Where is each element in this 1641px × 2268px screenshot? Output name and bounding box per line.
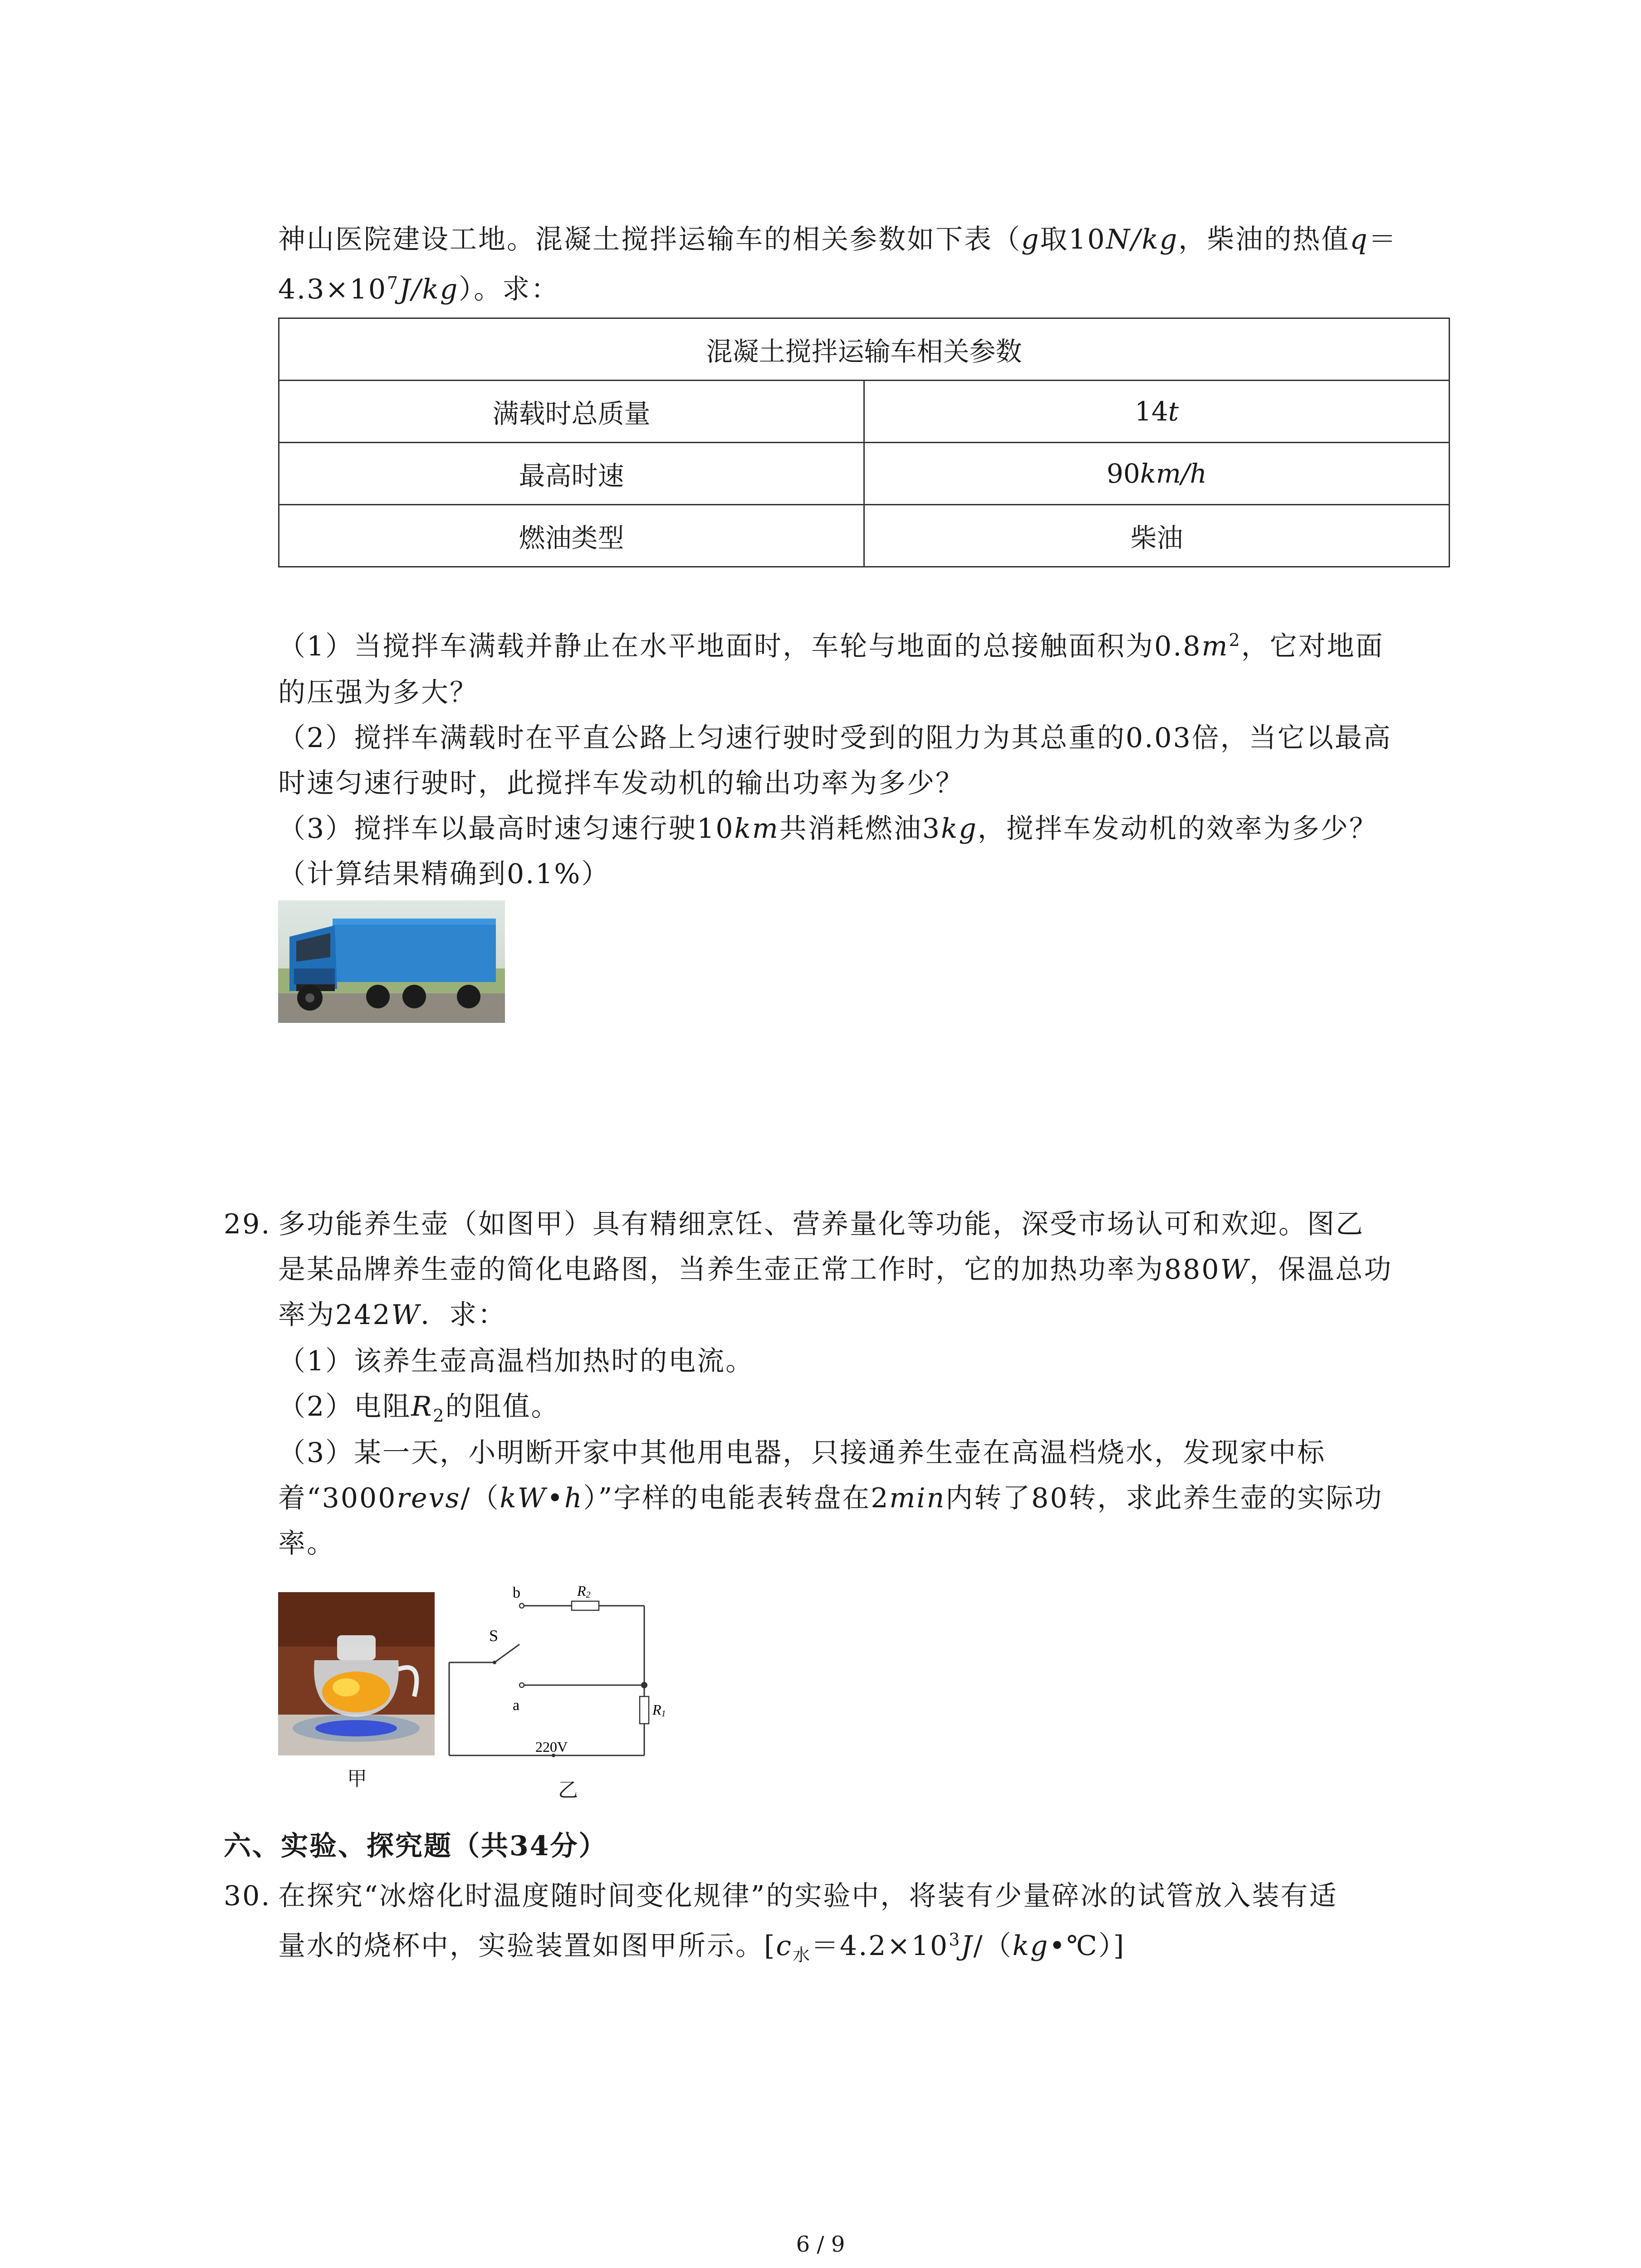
q29-line3: 率为242W．求： bbox=[278, 1299, 507, 1331]
q28-part3-line2: （计算结果精确到0.1%） bbox=[278, 858, 610, 890]
circuit-label-a: a bbox=[513, 1697, 520, 1714]
figure-yi-caption: 乙 bbox=[558, 1779, 578, 1801]
q29-sub3-line2: 着“3000revs/（kW•h）”字样的电能表转盘在2min内转了80转，求此养生壶的实际功 bbox=[278, 1482, 1383, 1514]
kettle-photo bbox=[278, 1592, 435, 1755]
page-number: 6 / 9 bbox=[796, 2232, 845, 2257]
table-cell-label: 满载时总质量 bbox=[279, 381, 864, 443]
q28-part2-line1: （2）搅拌车满载时在平直公路上匀速行驶时受到的阻力为其总重的0.03倍，当它以最高 bbox=[278, 722, 1392, 754]
q29-sub3-line1: （3）某一天，小明断开家中其他用电器，只接通养生壶在高温档烧水，发现家中标 bbox=[278, 1437, 1326, 1469]
table-row bbox=[279, 381, 1450, 443]
table-cell-value: 柴油 bbox=[864, 505, 1450, 567]
circuit-label-voltage: 220V bbox=[535, 1739, 568, 1755]
table-header-row bbox=[279, 318, 1450, 381]
circuit-label-r2: R2 bbox=[577, 1583, 591, 1600]
intro-line-1: 神山医院建设工地。混凝土搅拌运输车的相关参数如下表（g取10N/kg，柴油的热值q＝ bbox=[278, 224, 1397, 255]
table-row bbox=[279, 443, 1450, 505]
intro-line-2: $4.3\times 10^7J/kg$）。求： bbox=[278, 273, 560, 305]
q28-part1-line1: （1）当搅拌车满载并静止在水平地面时，车轮与地面的总接触面积为$0.8m^2$，它对地面 bbox=[278, 630, 1384, 662]
q29-sub3-line3: 率。 bbox=[278, 1528, 335, 1559]
q28-part2-line2: 时速匀速行驶时，此搅拌车发动机的输出功率为多少？ bbox=[278, 767, 964, 799]
circuit-label-b: b bbox=[513, 1584, 520, 1601]
q28-part1-line2: 的压强为多大？ bbox=[278, 677, 478, 709]
table-cell-label: 最高时速 bbox=[279, 443, 864, 505]
q30-line1: 在探究“冰熔化时温度随时间变化规律”的实验中，将装有少量碎冰的试管放入装有适 bbox=[278, 1880, 1338, 1912]
table-header: 混凝土搅拌运输车相关参数 bbox=[279, 318, 1450, 381]
q30-line2: 量水的烧杯中，实验装置如图甲所示。$[c_水=4.2\times 10^3J/(kg•℃)]$ bbox=[278, 1930, 1126, 1965]
table-cell-value: 90km/h bbox=[864, 443, 1450, 505]
table-cell-value: 14t bbox=[864, 381, 1450, 443]
q29-line1: 多功能养生壶（如图甲）具有精细烹饪、营养量化等功能，深受市场认可和欢迎。图乙 bbox=[278, 1208, 1364, 1240]
q28-part3-line1: （3）搅拌车以最高时速匀速行驶10km共消耗燃油3kg，搅拌车发动机的效率为多少？ bbox=[278, 813, 1378, 845]
circuit-diagram bbox=[445, 1583, 666, 1769]
circuit-label-r1: R1 bbox=[652, 1701, 666, 1719]
truck-photo bbox=[278, 900, 505, 1023]
q29-sub1: （1）该养生壶高温档加热时的电流。 bbox=[278, 1345, 754, 1377]
table-cell-label: 燃油类型 bbox=[279, 505, 864, 567]
circuit-label-s: S bbox=[489, 1627, 499, 1645]
section-heading: 六、实验、探究题（共34分） bbox=[224, 1830, 607, 1862]
figure-jia-caption: 甲 bbox=[347, 1768, 367, 1790]
q29-line2: 是某品牌养生壶的简化电路图，当养生壶正常工作时，它的加热功率为880W，保温总功 bbox=[278, 1254, 1393, 1286]
q29-number: 29. bbox=[224, 1208, 271, 1240]
table-row bbox=[279, 505, 1450, 567]
parameter-table bbox=[278, 318, 1450, 567]
q30-number: 30. bbox=[224, 1880, 271, 1912]
q29-sub2: （2）电阻$R_2$的阻值。 bbox=[278, 1391, 560, 1426]
